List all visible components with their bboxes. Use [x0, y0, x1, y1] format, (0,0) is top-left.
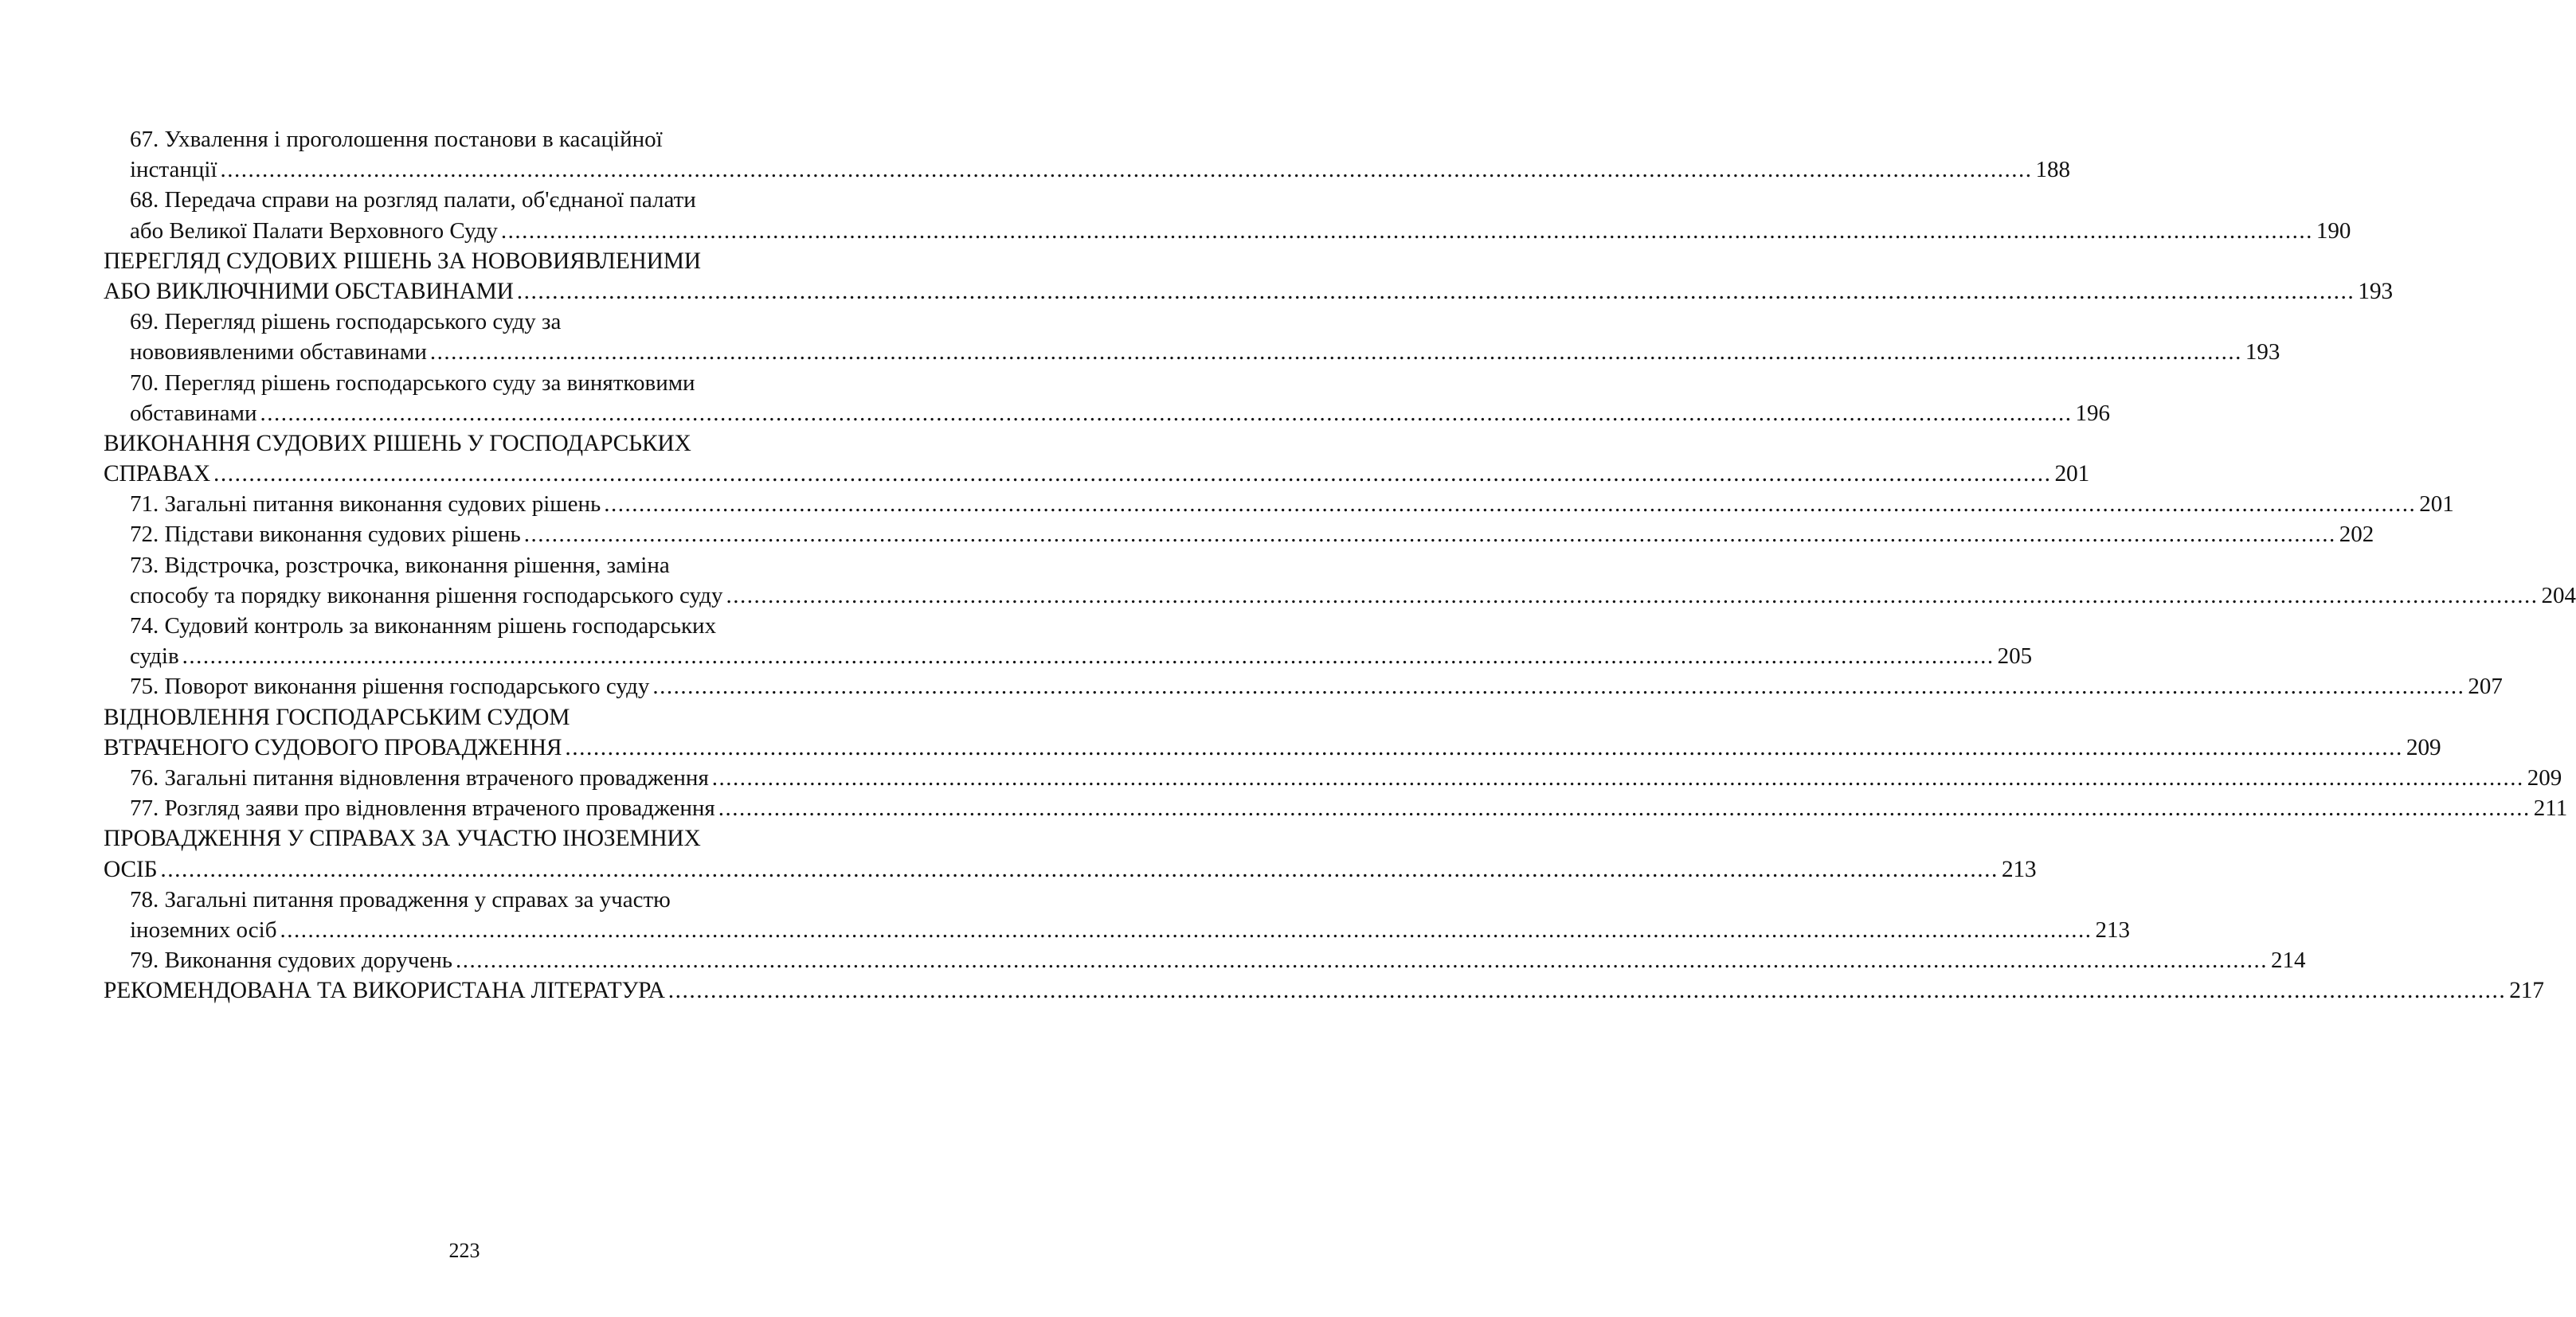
toc-entry-text: або Великої Палати Верховного Суду [130, 217, 498, 244]
toc-page-number: 205 [1997, 643, 2033, 670]
dot-leader: .................................................................................................................................................................................................................................................................... [182, 643, 1995, 670]
toc-entry-last-line [104, 641, 2033, 671]
toc-page-number: 201 [2419, 491, 2454, 518]
toc-entry [104, 307, 2280, 367]
dot-leader: .................................................................................................................................................................................................................................................................... [711, 764, 2524, 791]
toc-entry-text: 78. Загальні питання провадження у справах за участю [130, 886, 671, 913]
toc-entry-last-line [104, 459, 2090, 489]
dot-leader: .................................................................................................................................................................................................................................................................... [565, 734, 2403, 760]
toc-section-heading [104, 428, 2090, 489]
toc-entry [104, 611, 2033, 671]
toc-entry-last-line [104, 489, 2454, 519]
toc-entry-last-line [104, 519, 2374, 549]
toc-entry-text: ВІДНОВЛЕННЯ ГОСПОДАРСЬКИМ СУДОМ [104, 704, 570, 730]
toc-entry [104, 124, 2071, 185]
toc-page-number: 207 [2468, 674, 2503, 700]
dot-leader: .................................................................................................................................................................................................................................................................... [213, 461, 2052, 487]
dot-leader: .................................................................................................................................................................................................................................................................... [220, 157, 2033, 183]
toc-entry-text: 68. Передача справи на розгляд палати, об'єднаної палати [130, 187, 696, 213]
toc-entry-last-line [104, 854, 2037, 885]
dot-leader: .................................................................................................................................................................................................................................................................... [429, 339, 2242, 365]
toc-entry-last-line [104, 733, 2441, 763]
toc-entry-last-line [104, 337, 2280, 367]
toc-entry-text: 79. Виконання судових доручень [130, 948, 452, 974]
toc-page-number: 214 [2270, 948, 2306, 974]
toc-entry-text: 69. Перегляд рішень господарського суду за [130, 309, 562, 335]
toc-page-number: 196 [2075, 400, 2110, 426]
dot-leader: .................................................................................................................................................................................................................................................................... [523, 522, 2336, 548]
toc-section-heading [104, 823, 2037, 884]
toc-entry [104, 519, 2374, 549]
toc-page-number: 209 [2527, 764, 2562, 791]
toc-entry-text: 71. Загальні питання виконання судових рішень [130, 491, 601, 518]
dot-leader: .................................................................................................................................................................................................................................................................... [516, 278, 2355, 304]
toc-entry-last-line [104, 975, 2544, 1006]
toc-entry-text: ВИКОНАННЯ СУДОВИХ РІШЕНЬ У ГОСПОДАРСЬКИХ [104, 430, 691, 456]
toc-page-number: 213 [2001, 856, 2037, 882]
toc-entry-text: ПРОВАДЖЕННЯ У СПРАВАХ ЗА УЧАСТЮ ІНОЗЕМНИХ [104, 826, 701, 852]
toc-entry-last-line [104, 945, 2306, 975]
dot-leader: .................................................................................................................................................................................................................................................................... [500, 217, 2313, 244]
dot-leader: .................................................................................................................................................................................................................................................................... [667, 978, 2507, 1004]
toc-entry-text: 70. Перегляд рішень господарського суду за винятковими [130, 369, 695, 396]
toc-entry-last-line [104, 276, 2393, 307]
toc-page-number: 202 [2339, 522, 2374, 548]
toc-entry-text: 73. Відстрочка, розстрочка, виконання рішення, заміна [130, 552, 670, 578]
dot-leader: .................................................................................................................................................................................................................................................................... [604, 491, 2417, 518]
dot-leader: .................................................................................................................................................................................................................................................................... [455, 948, 2268, 974]
toc-entry-text: ОСІБ [104, 856, 158, 882]
toc-page-number: 204 [2541, 582, 2576, 608]
toc-entry-text: нововиявленими обставинами [130, 339, 427, 365]
toc-entry-text: обставинами [130, 400, 257, 426]
dot-leader: .................................................................................................................................................................................................................................................................... [652, 674, 2465, 700]
toc-entry-text: 72. Підстави виконання судових рішень [130, 522, 521, 548]
toc-entry-last-line [104, 154, 2071, 185]
toc-section-heading [104, 975, 2544, 1006]
table-of-contents [104, 124, 2576, 1006]
toc-entry-last-line [104, 915, 2130, 945]
toc-entry [104, 368, 2110, 428]
toc-entry-text: 77. Розгляд заяви про відновлення втраченого провадження [130, 795, 715, 822]
toc-page-number: 213 [2095, 916, 2130, 943]
toc-entry-last-line [104, 793, 2568, 823]
toc-page-number: 211 [2533, 795, 2568, 822]
toc-page-number: 190 [2316, 217, 2351, 244]
dot-leader: .................................................................................................................................................................................................................................................................... [718, 795, 2531, 822]
toc-entry-text: СПРАВАХ [104, 461, 210, 487]
toc-entry-text: судів [130, 643, 179, 670]
toc-entry-text: 74. Судовий контроль за виконанням рішень господарських [130, 613, 717, 639]
toc-section-heading [104, 246, 2393, 307]
toc-entry-text: способу та порядку виконання рішення господарського суду [130, 582, 723, 608]
toc-entry-text: ПЕРЕГЛЯД СУДОВИХ РІШЕНЬ ЗА НОВОВИЯВЛЕНИМИ [104, 248, 701, 274]
toc-entry-last-line [104, 580, 2576, 611]
toc-entry-text: ВТРАЧЕНОГО СУДОВОГО ПРОВАДЖЕННЯ [104, 734, 562, 760]
toc-entry-last-line [104, 216, 2351, 246]
toc-page-number: 201 [2054, 461, 2090, 487]
toc-section-heading [104, 702, 2441, 763]
toc-entry-last-line [104, 763, 2562, 793]
toc-entry-text: 76. Загальні питання відновлення втраченого провадження [130, 764, 709, 791]
toc-entry [104, 185, 2351, 245]
toc-page-number: 188 [2035, 157, 2071, 183]
toc-page-number: 193 [2245, 339, 2280, 365]
toc-entry-text: іноземних осіб [130, 916, 277, 943]
toc-entry-text: 67. Ухвалення і проголошення постанови в касаційної [130, 127, 663, 152]
toc-entry-text: РЕКОМЕНДОВАНА ТА ВИКОРИСТАНА ЛІТЕРАТУРА [104, 978, 665, 1004]
toc-entry [104, 885, 2130, 945]
toc-entry-last-line [104, 671, 2503, 701]
toc-entry [104, 550, 2576, 611]
toc-entry [104, 489, 2454, 519]
toc-entry-text: інстанції [130, 157, 217, 183]
dot-leader: .................................................................................................................................................................................................................................................................... [280, 916, 2093, 943]
toc-entry-last-line [104, 398, 2110, 428]
toc-entry [104, 671, 2503, 701]
toc-entry-text: 75. Поворот виконання рішення господарського суду [130, 674, 650, 700]
toc-page-number: 217 [2509, 978, 2544, 1004]
toc-entry [104, 793, 2568, 823]
dot-leader: .................................................................................................................................................................................................................................................................... [260, 400, 2073, 426]
toc-entry [104, 945, 2306, 975]
toc-entry [104, 763, 2562, 793]
toc-page-number: 193 [2358, 278, 2393, 304]
toc-entry-text: АБО ВИКЛЮЧНИМИ ОБСТАВИНАМИ [104, 278, 514, 304]
dot-leader: .................................................................................................................................................................................................................................................................... [160, 856, 1999, 882]
dot-leader: .................................................................................................................................................................................................................................................................... [726, 582, 2539, 608]
page-number: 223 [448, 1239, 480, 1262]
toc-page-number: 209 [2406, 734, 2441, 760]
